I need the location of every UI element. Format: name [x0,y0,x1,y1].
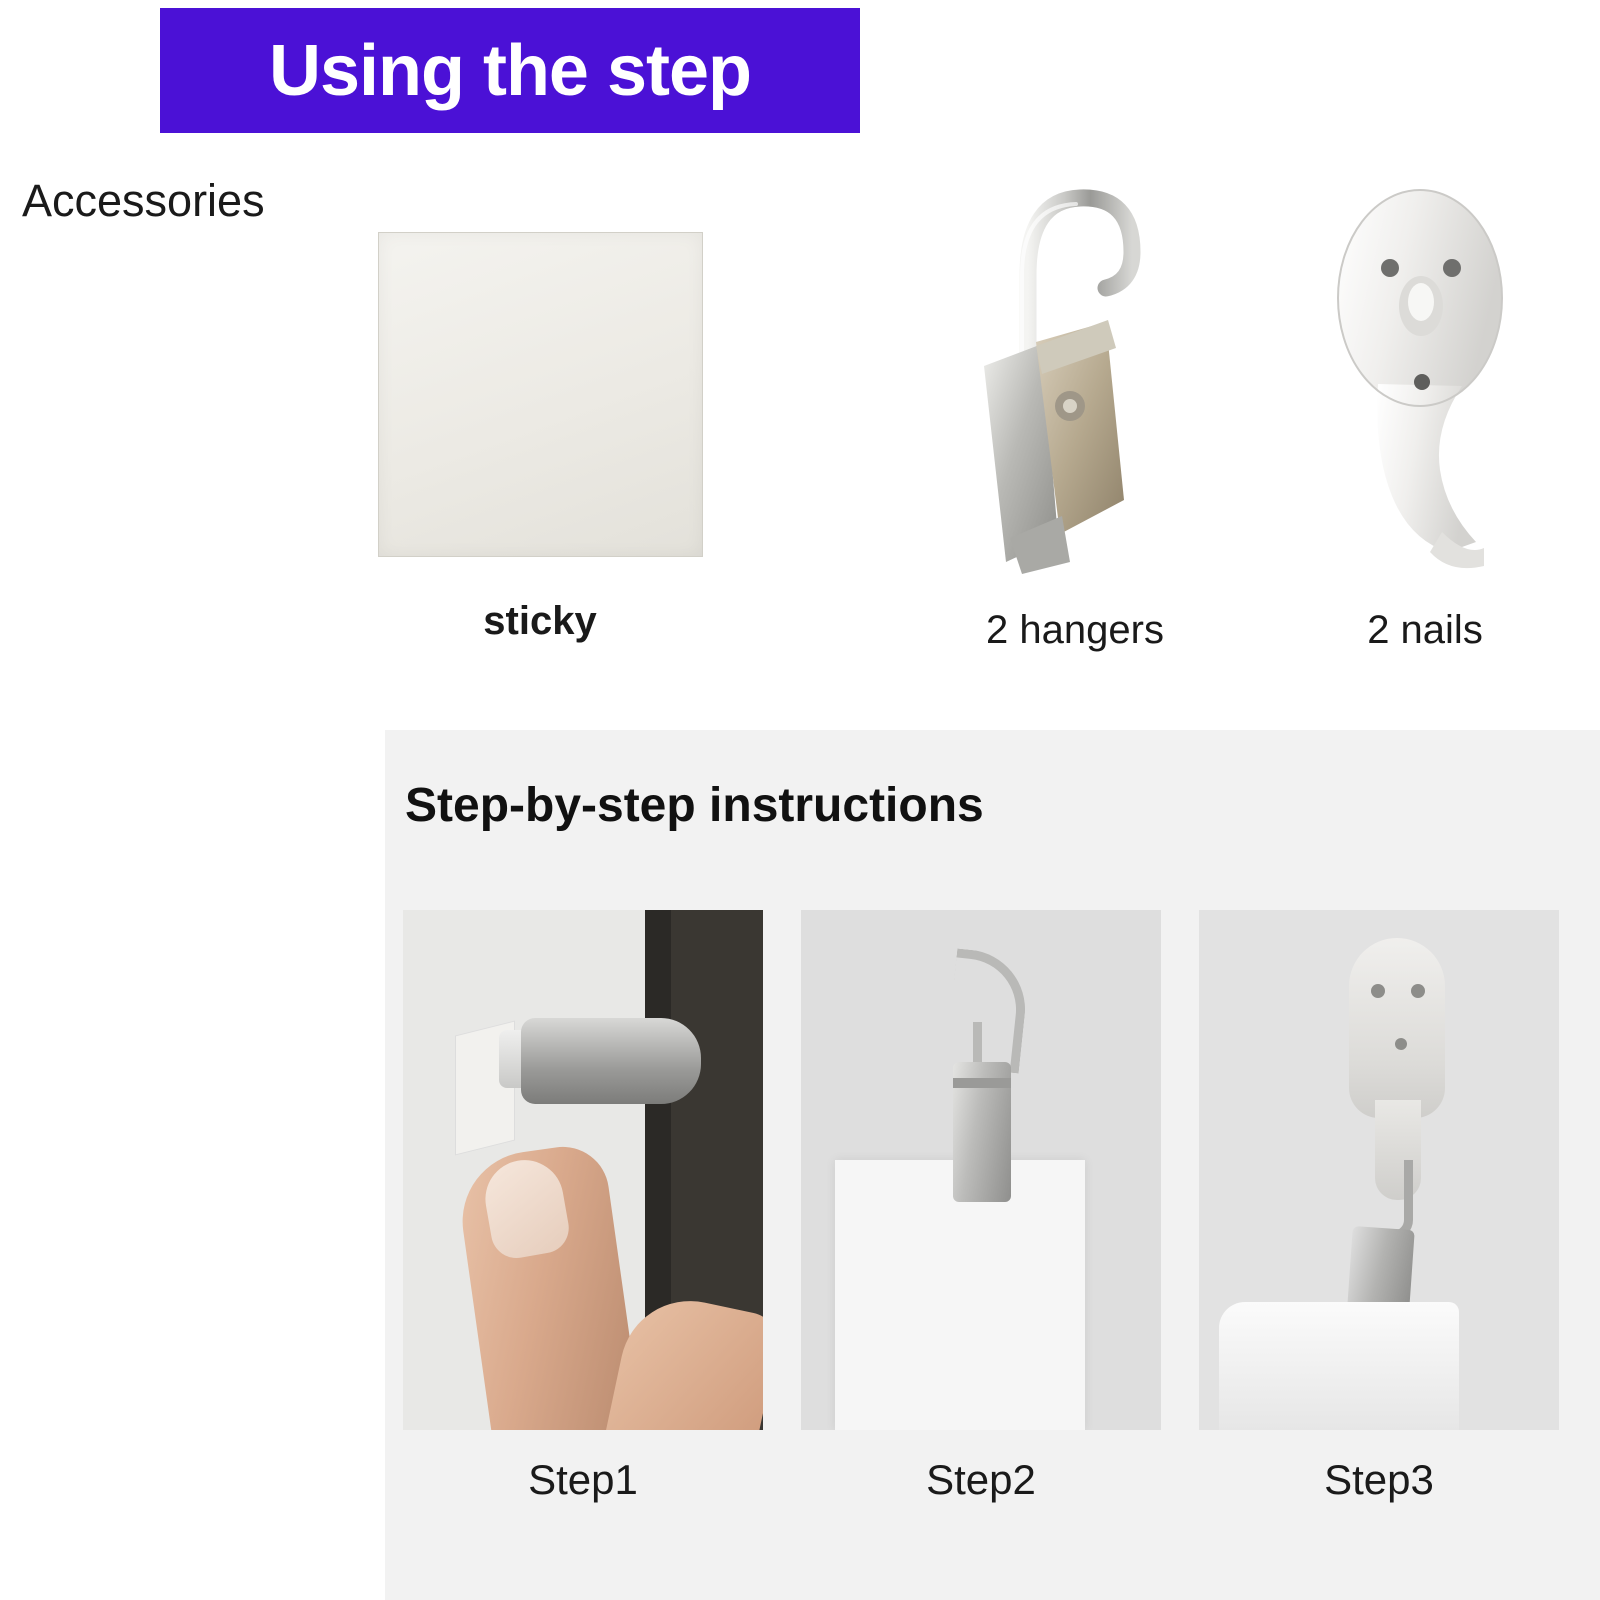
accessories-section-label: Accessories [22,175,265,226]
page-title: Using the step [268,30,752,111]
step-2-image [801,910,1161,1430]
step-cell-3 [1199,910,1559,1550]
title-banner [160,8,860,133]
nail-hook-icon [1270,170,1580,580]
accessory-item-nails [1270,170,1580,653]
steps-panel [385,730,1600,1600]
steps-row [403,910,1583,1550]
accessory-item-hangers [910,170,1240,653]
accessory-item-sticky [370,232,710,644]
steps-section-title: Step-by-step instructions [405,779,984,832]
step-3-image [1199,910,1559,1430]
step-cell-1 [403,910,763,1550]
accessory-caption-sticky: sticky [483,599,597,643]
accessory-caption-nails: 2 nails [1367,608,1483,652]
hanger-clip-icon [910,170,1240,580]
step-cell-2 [801,910,1161,1550]
accessory-caption-hangers: 2 hangers [986,608,1164,652]
sticky-pad-icon [378,232,703,557]
step-3-caption: Step3 [1324,1456,1434,1503]
step-2-caption: Step2 [926,1456,1036,1503]
step-1-caption: Step1 [528,1456,638,1503]
accessories-row [300,170,1580,670]
step-1-image [403,910,763,1430]
